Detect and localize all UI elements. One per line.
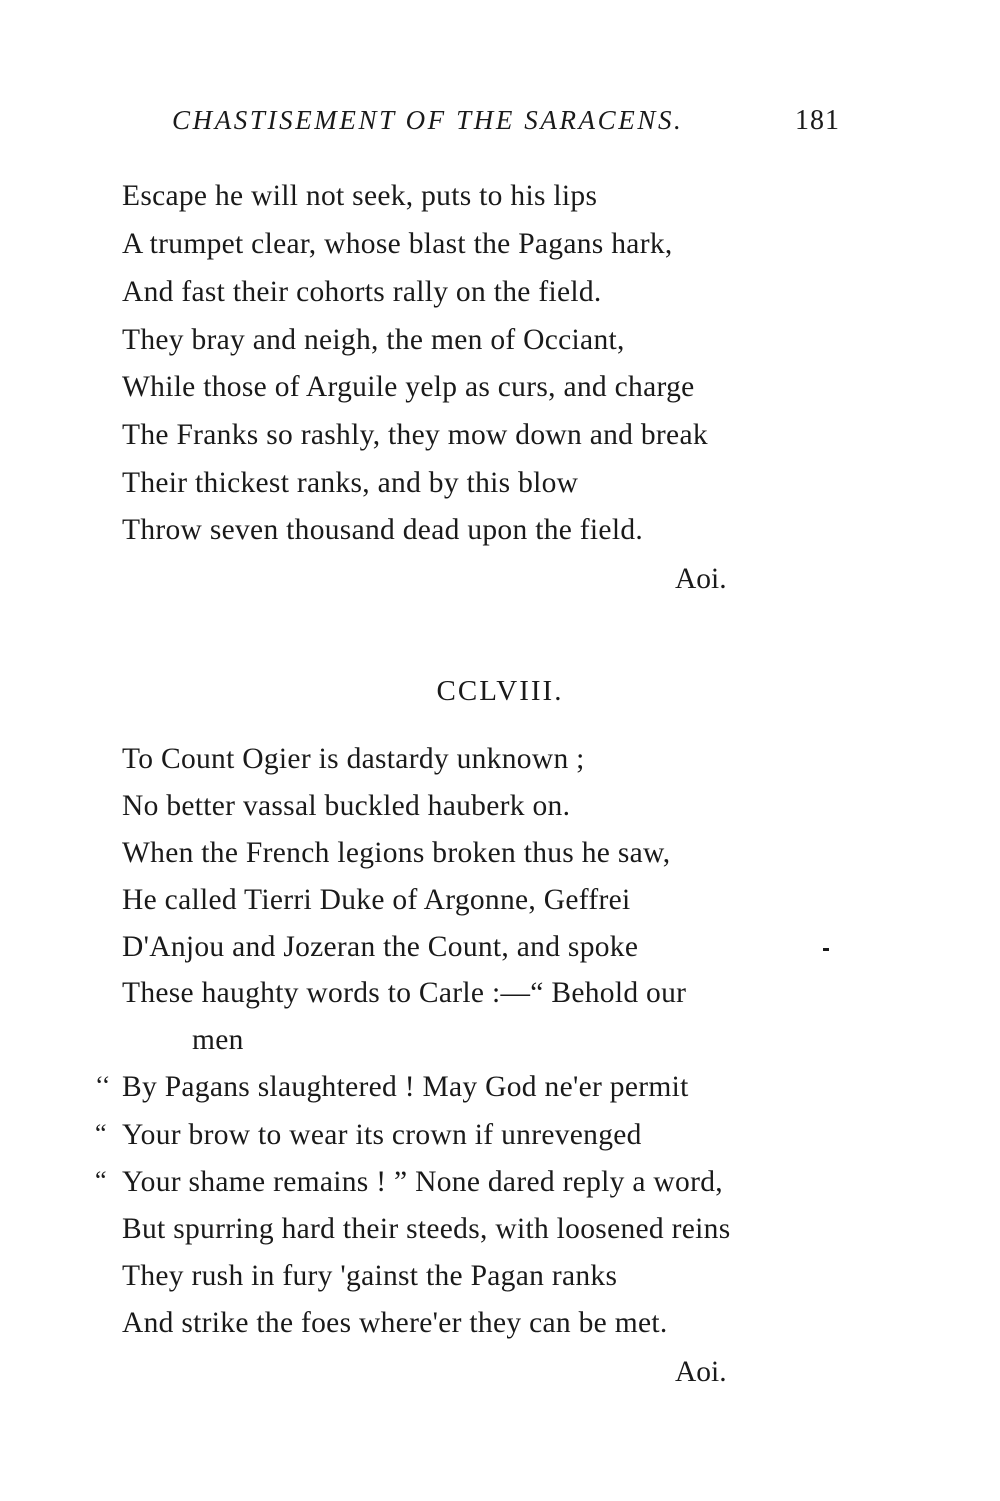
verse-line: Your brow to wear its crown if unrevenged — [122, 1119, 642, 1151]
opening-quote-mark: ‘‘ — [95, 1071, 111, 1100]
stanza-number: CCLVIII. — [436, 675, 564, 707]
verse-line: Throw seven thousand dead upon the field. — [122, 514, 644, 546]
stray-mark — [823, 948, 829, 951]
verse-line: Escape he will not seek, puts to his lips — [122, 180, 598, 212]
verse-line: And fast their cohorts rally on the field. — [122, 276, 602, 308]
verse-line: Their thickest ranks, and by this blow — [122, 467, 579, 499]
verse-line-continuation: men — [192, 1024, 244, 1056]
page-number: 181 — [795, 105, 840, 136]
verse-line: A trumpet clear, whose blast the Pagans hark, — [122, 228, 673, 260]
verse-line: The Franks so rashly, they mow down and break — [122, 419, 708, 451]
opening-quote-mark: “ — [95, 1166, 107, 1195]
verse-line: By Pagans slaughtered ! May God ne'er permit — [122, 1071, 689, 1103]
refrain-aoi: Aoi. — [675, 563, 727, 595]
verse-line: When the French legions broken thus he saw, — [122, 837, 671, 869]
verse-line: But spurring hard their steeds, with loosened reins — [122, 1213, 731, 1245]
opening-quote-mark: “ — [95, 1119, 107, 1148]
verse-line: He called Tierri Duke of Argonne, Geffrei — [122, 884, 631, 916]
refrain-aoi: Aoi. — [675, 1356, 727, 1388]
verse-line: Your shame remains ! ” None dared reply a word, — [122, 1166, 723, 1198]
verse-line: They rush in fury 'gainst the Pagan ranks — [122, 1260, 618, 1292]
verse-line: To Count Ogier is dastardy unknown ; — [122, 743, 585, 775]
verse-line: They bray and neigh, the men of Occiant, — [122, 324, 625, 356]
verse-line: These haughty words to Carle :—“ Behold our — [122, 977, 687, 1009]
verse-line: While those of Arguile yelp as curs, and charge — [122, 371, 695, 403]
running-title: CHASTISEMENT OF THE SARACENS. — [172, 105, 684, 135]
verse-line: D'Anjou and Jozeran the Count, and spoke — [122, 931, 639, 963]
verse-line: No better vassal buckled hauberk on. — [122, 790, 571, 822]
verse-line: And strike the foes where'er they can be met. — [122, 1307, 668, 1339]
running-head — [172, 105, 840, 141]
